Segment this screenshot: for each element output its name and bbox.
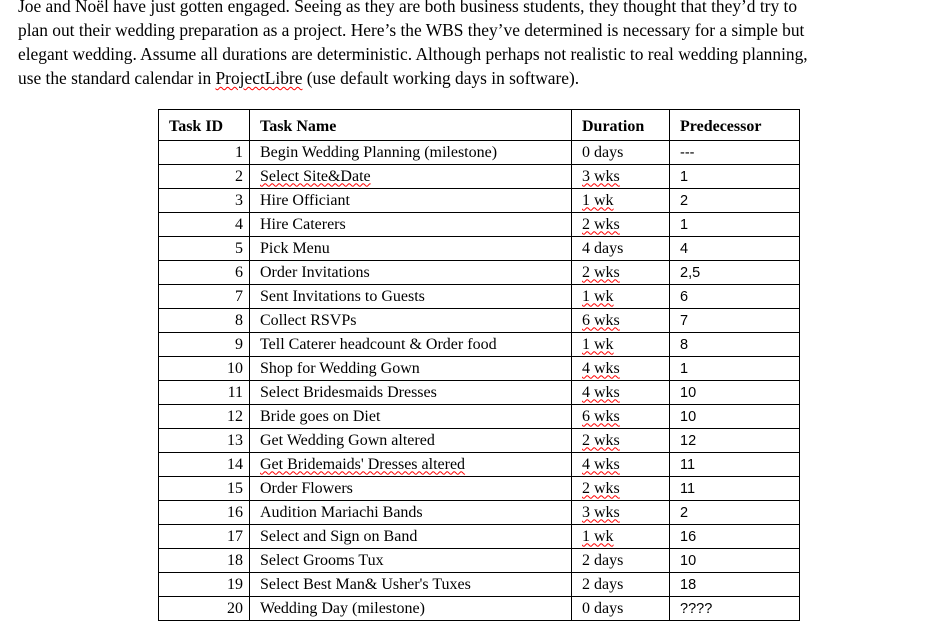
cell-task-name-text: Pick Menu [260,239,330,257]
cell-task-id [159,285,250,309]
cell-task-name [250,381,572,405]
cell-predecessor-text: 2 [680,504,689,521]
cell-task-id-text: 20 [227,599,243,617]
cell-task-id-text: 16 [227,503,243,521]
cell-task-name [250,573,572,597]
table-row [159,357,800,381]
cell-task-id-text: 1 [235,143,243,161]
cell-task-id-text: 8 [235,311,243,329]
table-row [159,573,800,597]
table-row [159,477,800,501]
cell-duration [572,477,670,501]
cell-duration [572,285,670,309]
cell-predecessor [670,165,800,189]
cell-predecessor [670,285,800,309]
cell-task-id [159,141,250,165]
cell-task-id-text: 3 [235,191,243,209]
cell-task-id [159,405,250,429]
cell-task-name [250,285,572,309]
cell-predecessor [670,357,800,381]
cell-task-id [159,309,250,333]
cell-duration [572,573,670,597]
cell-task-name-text: Bride goes on Diet [260,407,381,425]
cell-task-name [250,309,572,333]
cell-predecessor-text: 1 [680,216,689,233]
cell-task-id-text: 4 [235,215,243,233]
cell-predecessor [670,597,800,621]
cell-task-id [159,261,250,285]
cell-duration [572,429,670,453]
cell-task-name-text: Select Site&Date [260,167,371,185]
table-row [159,429,800,453]
table-row [159,213,800,237]
cell-task-id-text: 17 [227,527,243,545]
cell-task-name-text: Shop for Wedding Gown [260,359,420,377]
cell-predecessor [670,429,800,453]
cell-task-name [250,261,572,285]
cell-task-name-text: Begin Wedding Planning (milestone) [260,143,498,161]
cell-task-name-text: Order Flowers [260,479,353,497]
cell-duration [572,333,670,357]
cell-task-name-text: Get Bridemaids' Dresses altered [260,455,466,473]
table-row [159,525,800,549]
cell-task-name [250,429,572,453]
cell-predecessor [670,309,800,333]
cell-predecessor-text: ???? [680,600,713,617]
table-header-row [159,110,800,141]
table-row [159,285,800,309]
cell-task-name [250,405,572,429]
cell-duration-text: 1 wk [582,287,614,305]
cell-task-id-text: 2 [235,167,243,185]
cell-duration-text: 1 wk [582,527,614,545]
cell-task-name [250,477,572,501]
cell-task-name [250,525,572,549]
table-row [159,405,800,429]
cell-task-id [159,333,250,357]
cell-duration-text: 4 days [582,239,624,257]
intro-line-3: elegant wedding. Assume all durations are deterministic. Although perhaps not realistic to real wedding planning, [18,44,808,64]
cell-task-name [250,237,572,261]
table-row [159,261,800,285]
cell-duration-text: 3 wks [582,167,620,185]
header-duration: Duration [572,110,670,141]
table-row [159,141,800,165]
intro-line-4-pre: use the standard calendar in [18,68,216,88]
cell-task-name-text: Collect RSVPs [260,311,357,329]
cell-task-name [250,549,572,573]
cell-duration-text: 1 wk [582,191,614,209]
cell-task-name [250,357,572,381]
cell-task-name [250,453,572,477]
cell-predecessor [670,405,800,429]
cell-predecessor [670,453,800,477]
cell-duration-text: 2 wks [582,215,620,233]
cell-predecessor-text: 11 [680,480,696,497]
cell-task-id-text: 10 [227,359,243,377]
intro-line-4-post: (use default working days in software). [302,68,580,88]
cell-duration-text: 6 wks [582,311,620,329]
cell-duration-text: 2 wks [582,431,620,449]
cell-task-name-text: Select Grooms Tux [260,551,384,569]
cell-duration-text: 4 wks [582,455,620,473]
cell-predecessor-text: 11 [680,456,696,473]
cell-duration-text: 4 wks [582,383,620,401]
cell-duration-text: 2 days [582,551,624,569]
cell-predecessor [670,261,800,285]
cell-duration-text: 3 wks [582,503,620,521]
cell-predecessor-text: 6 [680,288,689,305]
cell-task-id [159,213,250,237]
cell-task-id-text: 5 [235,239,243,257]
cell-task-name [250,165,572,189]
cell-predecessor [670,501,800,525]
cell-task-id-text: 7 [235,287,243,305]
cell-duration-text: 6 wks [582,407,620,425]
cell-duration [572,501,670,525]
cell-task-id-text: 11 [227,383,243,401]
cell-task-name-text: Wedding Day (milestone) [260,599,425,617]
cell-task-name-text: Order Invitations [260,263,370,281]
cell-duration-text: 1 wk [582,335,614,353]
table-row [159,453,800,477]
cell-predecessor-text: 10 [680,408,697,425]
cell-predecessor-text: 10 [680,552,697,569]
cell-task-id [159,597,250,621]
cell-task-name [250,333,572,357]
cell-predecessor-text: 12 [680,432,697,449]
cell-duration [572,237,670,261]
cell-predecessor [670,213,800,237]
cell-predecessor [670,525,800,549]
table-row [159,597,800,621]
cell-task-id [159,429,250,453]
header-task-name: Task Name [250,110,572,141]
wbs-table [158,109,800,621]
intro-paragraph [18,0,934,90]
cell-duration [572,357,670,381]
cell-predecessor-text: --- [680,144,695,161]
cell-predecessor [670,189,800,213]
cell-task-name-text: Hire Officiant [260,191,350,209]
cell-predecessor [670,549,800,573]
cell-task-id-text: 13 [227,431,243,449]
cell-predecessor-text: 2 [680,192,689,209]
cell-duration-text: 0 days [582,143,624,161]
cell-task-id-text: 18 [227,551,243,569]
intro-line-4 [18,66,934,90]
cell-duration [572,597,670,621]
cell-task-id [159,357,250,381]
cell-predecessor-text: 7 [680,312,689,329]
table-row [159,237,800,261]
cell-duration [572,213,670,237]
cell-predecessor-text: 16 [680,528,697,545]
cell-predecessor [670,237,800,261]
cell-predecessor-text: 10 [680,384,697,401]
cell-task-name-text: Select Bridesmaids Dresses [260,383,437,401]
cell-task-name-text: Sent Invitations to Guests [260,287,425,305]
cell-duration [572,261,670,285]
cell-task-name-text: Select Best Man& Usher's Tuxes [260,575,471,593]
cell-predecessor-text: 1 [680,168,689,185]
cell-predecessor-text: 18 [680,576,697,593]
cell-duration [572,525,670,549]
table-body [159,141,800,621]
table-row [159,381,800,405]
cell-task-id [159,381,250,405]
table-row [159,309,800,333]
intro-line-2: plan out their wedding preparation as a project. Here’s the WBS they’ve determined is necessary for a simple but [18,20,805,40]
cell-task-id [159,525,250,549]
cell-duration [572,309,670,333]
cell-task-id-text: 12 [227,407,243,425]
cell-predecessor-text: 1 [680,360,689,377]
cell-task-id-text: 14 [227,455,243,473]
cell-predecessor [670,141,800,165]
software-name: ProjectLibre [215,68,303,88]
cell-duration-text: 2 days [582,575,624,593]
cell-predecessor [670,477,800,501]
cell-task-id [159,453,250,477]
cell-predecessor [670,573,800,597]
cell-task-id [159,477,250,501]
table-row [159,189,800,213]
cell-duration [572,165,670,189]
cell-duration [572,453,670,477]
cell-predecessor-text: 8 [680,336,689,353]
cell-task-name [250,141,572,165]
cell-task-id [159,237,250,261]
table-row [159,333,800,357]
cell-predecessor [670,381,800,405]
cell-task-id [159,573,250,597]
cell-task-name [250,597,572,621]
cell-task-id-text: 6 [235,263,243,281]
cell-duration-text: 0 days [582,599,624,617]
cell-duration [572,405,670,429]
cell-task-id-text: 19 [227,575,243,593]
cell-task-id [159,501,250,525]
cell-task-id [159,189,250,213]
cell-task-name [250,189,572,213]
cell-predecessor-text: 4 [680,240,689,257]
cell-predecessor [670,333,800,357]
cell-task-id [159,165,250,189]
header-predecessor: Predecessor [670,110,800,141]
table-row [159,165,800,189]
cell-task-id [159,549,250,573]
cell-task-id-text: 9 [235,335,243,353]
cell-duration-text: 2 wks [582,263,620,281]
cell-task-id-text: 15 [227,479,243,497]
cell-predecessor-text: 2,5 [680,264,701,281]
cell-duration [572,141,670,165]
cell-task-name-text: Audition Mariachi Bands [260,503,423,521]
cell-task-name-text: Select and Sign on Band [260,527,418,545]
table-row [159,549,800,573]
cell-task-name [250,213,572,237]
cell-task-name [250,501,572,525]
cell-duration-text: 2 wks [582,479,620,497]
cell-duration-text: 4 wks [582,359,620,377]
header-task-id: Task ID [159,110,250,141]
cell-task-name-text: Hire Caterers [260,215,346,233]
cell-duration [572,381,670,405]
cell-task-name-text: Get Wedding Gown altered [260,431,435,449]
table-row [159,501,800,525]
cell-duration [572,549,670,573]
cell-duration [572,189,670,213]
cell-task-name-text: Tell Caterer headcount & Order food [260,335,497,353]
intro-line-1: Joe and Noël have just gotten engaged. Seeing as they are both business students, they thought that they’d try to [18,0,798,16]
